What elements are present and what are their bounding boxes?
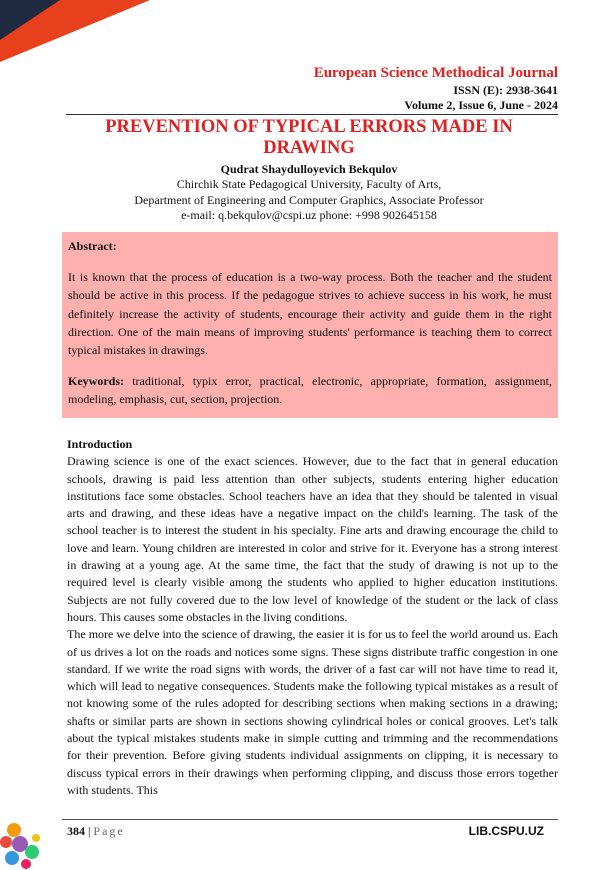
- volume-issue: Volume 2, Issue 6, June - 2024: [404, 98, 558, 112]
- page-separator: |: [85, 824, 94, 838]
- abstract-heading: Abstract:: [68, 239, 117, 253]
- header-divider: [66, 114, 558, 115]
- keywords: [68, 372, 552, 408]
- issn: ISSN (E): 2938-3641: [453, 83, 558, 97]
- abstract-box: [62, 232, 558, 418]
- introduction-heading: Introduction: [67, 437, 133, 451]
- article-title: PREVENTION OF TYPICAL ERRORS MADE IN DRAWING: [105, 117, 513, 158]
- keywords-list: traditional, typix error, practical, electronic, appropriate, formation, assignment, modeling, emphasis, cut, section, projection.: [68, 374, 552, 407]
- page-number: [67, 824, 125, 839]
- colorful-logo-icon: [0, 818, 44, 870]
- article-body: [67, 436, 558, 799]
- author-name: Qudrat Shaydulloyevich Bekqulov: [220, 162, 398, 176]
- affiliation-university: Chirchik State Pedagogical University, Faculty of Arts,: [176, 177, 442, 192]
- page-word: Page: [93, 824, 125, 838]
- page-number-value: 384: [67, 824, 85, 838]
- introduction-paragraph-2: The more we delve into the science of drawing, the easier it is for us to feel the world around us. Each of us drives a lot on the roads and notices some signs. These signs distribute traffic congestion in one standard. If we write the road signs with words, the driver of a fast car will not have time to read it, which will lead to negative consequences. Students make the following typical mistakes as a result of not knowing some of the rules adopted for describing sections when making sections in a drawing; shafts or similar parts are shown in sections showing cylindrical holes or conical grooves. Let's talk about the typical mistakes students make in simple cutting and trimming and the recommendations for their prevention. Before giving students individual assignments on clipping, it is necessary to discuss typical errors in their drawings when performing clipping, and discuss those errors together with students. This: [67, 627, 558, 797]
- keywords-label: Keywords:: [68, 374, 124, 389]
- journal-name: European Science Methodical Journal: [313, 65, 558, 81]
- author-block: [60, 162, 558, 223]
- footer-divider: [62, 819, 558, 820]
- journal-header: [314, 64, 558, 113]
- site-link[interactable]: LIB.CSPU.UZ: [468, 824, 544, 838]
- introduction-paragraph-1: Drawing science is one of the exact sciences. However, due to the fact that in general education schools, drawing is paid less attention than other subjects, students entering higher education institutions face some obstacles. School teachers have an idea that they should be talented in visual arts and drawing, and these ideas have a negative impact on the child's learning. The task of the school teacher is to interest the student in his specialty. Fine arts and drawing encourage the child to love and learn. Young children are interested in color and strive for it. Everyone has a strong interest in drawing at a young age. At the same time, the fact that the study of drawing is not up to the required level is clearly visible among the students who applied to higher education institutions. Subjects are not fully covered due to the low level of knowledge of the student or the lack of class hours. This causes some obstacles in the living conditions.: [67, 454, 558, 624]
- corner-decoration-navy: [0, 0, 60, 40]
- author-contact: e-mail: q.bekqulov@cspi.uz phone: +998 902645158: [181, 207, 437, 222]
- affiliation-department: Department of Engineering and Computer Graphics, Associate Professor: [134, 192, 484, 207]
- abstract-text: It is known that the process of education is a two-way process. Both the teacher and the student should be active in this process. If the pedagogue strives to achieve success in his work, he must definitely increase the activity of students, encourage their activity and guide them in the right direction. One of the main means of improving students' performance is teaching them to correct typical mistakes in drawings.: [68, 270, 552, 358]
